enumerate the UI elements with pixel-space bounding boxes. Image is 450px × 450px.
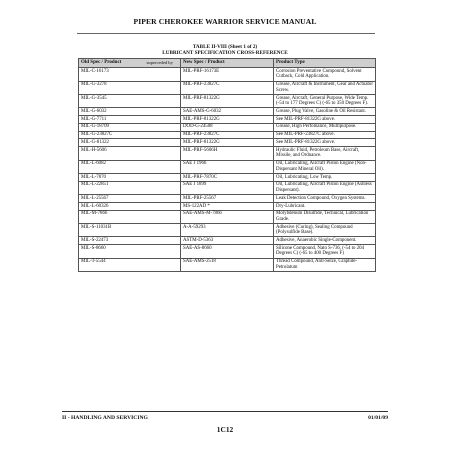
- product-type-cell: Leak Detection Compound, Oxygen Systems.: [274, 195, 376, 203]
- header-old-spec: Old Spec / Product: [79, 59, 145, 68]
- table-caption: [0, 44, 450, 56]
- header-product-type: Product Type: [274, 59, 376, 68]
- table-body: [79, 68, 376, 272]
- superceded-cell: [145, 258, 181, 271]
- new-spec-cell: MIL-PRF-5606H: [181, 147, 274, 160]
- superceded-cell: [145, 160, 181, 173]
- superceded-cell: [145, 245, 181, 258]
- table-row: [79, 160, 376, 173]
- new-spec-cell: MIL-PRF-25567: [181, 195, 274, 203]
- product-type-cell: Oil, Lubricating, Aircraft Piston Engine (Non-Dispersant Mineral Oil).: [274, 160, 376, 173]
- superceded-cell: [145, 139, 181, 147]
- superceded-cell: [145, 202, 181, 210]
- table-row: [79, 245, 376, 258]
- product-type-cell: Thread Compound, Anti-Seize, Graphite-Petrolatum: [274, 258, 376, 271]
- superceded-cell: [145, 131, 181, 139]
- new-spec-cell: A-A-59293: [181, 224, 274, 237]
- product-type-cell: See MIL-PRF-81322G above.: [274, 116, 376, 124]
- table-row: [79, 131, 376, 139]
- table-row: [79, 139, 376, 147]
- new-spec-cell: MIL-PRF-81322G: [181, 139, 274, 147]
- new-spec-cell: MIL-PRF-81322G: [181, 94, 274, 107]
- table-row: [79, 108, 376, 116]
- old-spec-cell: MIL-M-7866: [79, 210, 145, 223]
- superceded-cell: [145, 81, 181, 94]
- superceded-cell: [145, 195, 181, 203]
- old-spec-cell: MIL-L-60326: [79, 202, 145, 210]
- footer-section: II - HANDLING AND SERVICING: [62, 415, 148, 421]
- superceded-cell: [145, 94, 181, 107]
- new-spec-cell: SAE-AMS-2518: [181, 258, 274, 271]
- new-spec-cell: SAE-AS-8660: [181, 245, 274, 258]
- product-type-cell: Grease, Aircraft & Instrument, Gear and Actuator Screw.: [274, 81, 376, 94]
- product-type-cell: See MIL-PRF-81322G above.: [274, 139, 376, 147]
- new-spec-cell: SAE J 1899: [181, 181, 274, 194]
- new-spec-cell: MIL-PRF-7870C: [181, 173, 274, 181]
- new-spec-cell: SAE J 1966: [181, 160, 274, 173]
- old-spec-cell: MIL-G-81322: [79, 139, 145, 147]
- old-spec-cell: MIL-S-22473: [79, 237, 145, 245]
- old-spec-cell: MIL-L-6082: [79, 160, 145, 173]
- new-spec-cell: MIL-PRF-16173E: [181, 68, 274, 81]
- table-row: [79, 147, 376, 160]
- product-type-cell: Dry-Lubricant.: [274, 202, 376, 210]
- table-row: [79, 123, 376, 131]
- product-type-cell: Oil, Lubricating, Low Temp.: [274, 173, 376, 181]
- product-type-cell: Corrosion Preventative Compound, Solvent Cutback, Cold Application.: [274, 68, 376, 81]
- table-row: [79, 202, 376, 210]
- new-spec-cell: ASTM-D-5363: [181, 237, 274, 245]
- old-spec-cell: MIL-G-23827C: [79, 131, 145, 139]
- superceded-cell: [145, 108, 181, 116]
- table-row: [79, 224, 376, 237]
- table-row: [79, 258, 376, 271]
- superceded-cell: [145, 181, 181, 194]
- manual-title: PIPER CHEROKEE WARRIOR SERVICE MANUAL: [133, 17, 317, 26]
- table-number: TABLE II-VIII (Sheet 1 of 2): [192, 44, 258, 50]
- superceded-cell: [145, 147, 181, 160]
- product-type-cell: Adhesive (Curing), Sealing Compound (Polysulfide Base).: [274, 224, 376, 237]
- superceded-cell: [145, 123, 181, 131]
- header-new-spec: New Spec / Product: [181, 59, 274, 68]
- old-spec-cell: MIL-G-6032: [79, 108, 145, 116]
- new-spec-cell: SAE-AMS-G-6032: [181, 108, 274, 116]
- new-spec-cell: MIL-PRF-23827C: [181, 81, 274, 94]
- product-type-cell: Grease, Aircraft, General Purpose, Wide Temp. (-54 to 177 Degrees C) (-65 to 350 Degrees F).: [274, 94, 376, 107]
- product-type-cell: Oil, Lubricating, Aircraft Piston Engine (Ashless Dispersant).: [274, 181, 376, 194]
- table-header-row: [79, 59, 376, 68]
- old-spec-cell: MIL-G-3545: [79, 94, 145, 107]
- new-spec-cell: MIL-PRF-23827C: [181, 131, 274, 139]
- footer-page-number: 1C12: [216, 425, 234, 434]
- header-rule: [77, 33, 375, 34]
- table-row: [79, 173, 376, 181]
- new-spec-cell: MS-122AD *: [181, 202, 274, 210]
- footer-rule: [62, 411, 388, 412]
- old-spec-cell: MIL-L-22851: [79, 181, 145, 194]
- product-type-cell: Silicone Compound, Nato S-736, (-54 to 204 Degrees C) (-65 to 400 Degrees F): [274, 245, 376, 258]
- table-row: [79, 195, 376, 203]
- product-type-cell: See MIL-PRF-23827C above.: [274, 131, 376, 139]
- superceded-cell: [145, 173, 181, 181]
- table-row: [79, 81, 376, 94]
- table-row: [79, 210, 376, 223]
- table-row: [79, 181, 376, 194]
- product-type-cell: Grease, Plug Valve, Gasoline & Oil Resistant.: [274, 108, 376, 116]
- old-spec-cell: MIL-G-18709: [79, 123, 145, 131]
- product-type-cell: Hydraulic Fluid, Petroleum Base, Aircraft, Missile, and Ordnance.: [274, 147, 376, 160]
- table-row: [79, 94, 376, 107]
- header-superceded-by: superceded by: [145, 59, 181, 68]
- superceded-cell: [145, 224, 181, 237]
- footer-date: 01/01/09: [368, 415, 388, 421]
- new-spec-cell: MIL-PRF-81322G: [181, 116, 274, 124]
- product-type-cell: Grease, High Perfomance, Multipurpose.: [274, 123, 376, 131]
- new-spec-cell: SAE-AMS-M-7866: [181, 210, 274, 223]
- table-row: [79, 68, 376, 81]
- old-spec-cell: MIL-S-8660: [79, 245, 145, 258]
- old-spec-cell: MIL-H-5606: [79, 147, 145, 160]
- old-spec-cell: MIL-L-7870: [79, 173, 145, 181]
- product-type-cell: Adhesive, Anaerobic Single-Component.: [274, 237, 376, 245]
- new-spec-cell: DOD-G-24508: [181, 123, 274, 131]
- old-spec-cell: MIL-S-11031B: [79, 224, 145, 237]
- table-row: [79, 116, 376, 124]
- old-spec-cell: MIL-C-16173: [79, 68, 145, 81]
- old-spec-cell: MIL-L-25567: [79, 195, 145, 203]
- old-spec-cell: MIL-G-3278: [79, 81, 145, 94]
- superceded-cell: [145, 116, 181, 124]
- superceded-cell: [145, 68, 181, 81]
- product-type-cell: Molybdenum Disulfide, Technical, Lubrication Grade.: [274, 210, 376, 223]
- superceded-cell: [145, 237, 181, 245]
- table-title: LUBRICANT SPECIFICATION CROSS-REFERENCE: [162, 50, 288, 56]
- superceded-cell: [145, 210, 181, 223]
- old-spec-cell: MIL-T-5544: [79, 258, 145, 271]
- table-row: [79, 237, 376, 245]
- lubricant-cross-reference-table: [78, 58, 376, 272]
- old-spec-cell: MIL-G-7711: [79, 116, 145, 124]
